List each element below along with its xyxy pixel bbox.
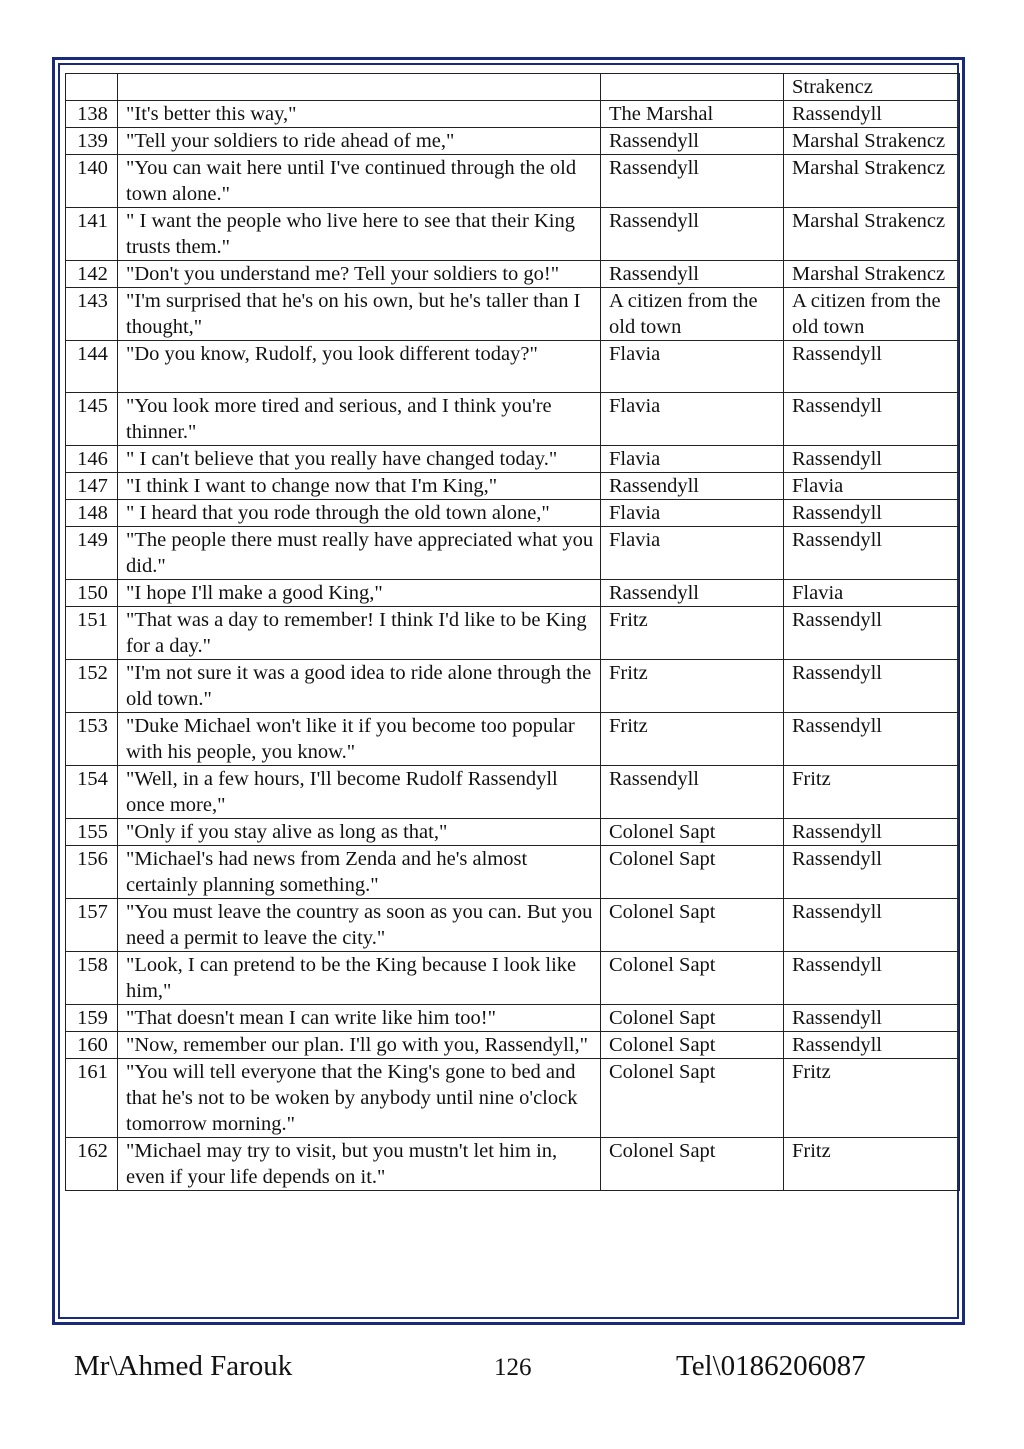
speaker-cell: Fritz xyxy=(601,713,784,766)
listener-cell: Fritz xyxy=(784,1059,960,1138)
speaker-cell: Colonel Sapt xyxy=(601,1005,784,1032)
page-number: 126 xyxy=(494,1354,532,1381)
table-row xyxy=(66,527,960,580)
line-number: 154 xyxy=(66,766,118,819)
line-number: 152 xyxy=(66,660,118,713)
speaker-cell: Colonel Sapt xyxy=(601,846,784,899)
table-row xyxy=(66,580,960,607)
quote-text: "That doesn't mean I can write like him too!" xyxy=(118,1005,601,1032)
speaker-cell: Colonel Sapt xyxy=(601,1059,784,1138)
speaker-cell: Flavia xyxy=(601,500,784,527)
footer-author: Mr\Ahmed Farouk xyxy=(74,1350,293,1382)
table-row xyxy=(66,473,960,500)
footer-phone: Tel\0186206087 xyxy=(676,1350,866,1382)
line-number xyxy=(66,74,118,101)
table-row xyxy=(66,261,960,288)
listener-cell: Flavia xyxy=(784,473,960,500)
listener-cell: Rassendyll xyxy=(784,341,960,393)
quote-text: "The people there must really have appreciated what you did." xyxy=(118,527,601,580)
line-number: 138 xyxy=(66,101,118,128)
line-number: 157 xyxy=(66,899,118,952)
listener-cell: Fritz xyxy=(784,1138,960,1191)
quote-text: "That was a day to remember! I think I'd like to be King for a day." xyxy=(118,607,601,660)
table-row xyxy=(66,1005,960,1032)
listener-cell: Rassendyll xyxy=(784,393,960,446)
table-row xyxy=(66,660,960,713)
quote-text: "You look more tired and serious, and I think you're thinner." xyxy=(118,393,601,446)
quote-text: "Do you know, Rudolf, you look different today?" xyxy=(118,341,601,393)
speaker-cell: Fritz xyxy=(601,607,784,660)
line-number: 140 xyxy=(66,155,118,208)
speaker-cell: Rassendyll xyxy=(601,155,784,208)
line-number: 144 xyxy=(66,341,118,393)
listener-cell: Marshal Strakencz xyxy=(784,128,960,155)
line-number: 155 xyxy=(66,819,118,846)
line-number: 139 xyxy=(66,128,118,155)
line-number: 162 xyxy=(66,1138,118,1191)
listener-cell: Marshal Strakencz xyxy=(784,261,960,288)
listener-cell: Fritz xyxy=(784,766,960,819)
line-number: 160 xyxy=(66,1032,118,1059)
listener-cell: Marshal Strakencz xyxy=(784,208,960,261)
table-row xyxy=(66,74,960,101)
speaker-cell: Rassendyll xyxy=(601,473,784,500)
quote-text: " I can't believe that you really have changed today." xyxy=(118,446,601,473)
quote-text xyxy=(118,74,601,101)
speaker-cell xyxy=(601,74,784,101)
quotes-table xyxy=(65,73,960,1191)
table-row xyxy=(66,155,960,208)
line-number: 161 xyxy=(66,1059,118,1138)
quote-text: "I think I want to change now that I'm King," xyxy=(118,473,601,500)
line-number: 159 xyxy=(66,1005,118,1032)
listener-cell: Rassendyll xyxy=(784,713,960,766)
line-number: 158 xyxy=(66,952,118,1005)
table-row xyxy=(66,899,960,952)
speaker-cell: Flavia xyxy=(601,341,784,393)
quote-text: "Duke Michael won't like it if you become too popular with his people, you know." xyxy=(118,713,601,766)
listener-cell: Flavia xyxy=(784,580,960,607)
speaker-cell: Fritz xyxy=(601,660,784,713)
table-row xyxy=(66,446,960,473)
line-number: 141 xyxy=(66,208,118,261)
line-number: 153 xyxy=(66,713,118,766)
listener-cell: Rassendyll xyxy=(784,500,960,527)
table-row xyxy=(66,208,960,261)
quote-text: "Don't you understand me? Tell your soldiers to go!" xyxy=(118,261,601,288)
line-number: 145 xyxy=(66,393,118,446)
quote-text: "Only if you stay alive as long as that," xyxy=(118,819,601,846)
listener-cell: Rassendyll xyxy=(784,446,960,473)
line-number: 148 xyxy=(66,500,118,527)
quote-text: "I hope I'll make a good King," xyxy=(118,580,601,607)
table-row xyxy=(66,1032,960,1059)
speaker-cell: Rassendyll xyxy=(601,261,784,288)
speaker-cell: Rassendyll xyxy=(601,580,784,607)
table-row xyxy=(66,500,960,527)
speaker-cell: The Marshal xyxy=(601,101,784,128)
listener-cell: Rassendyll xyxy=(784,660,960,713)
speaker-cell: Colonel Sapt xyxy=(601,952,784,1005)
table-row xyxy=(66,1138,960,1191)
table-row xyxy=(66,341,960,393)
speaker-cell: Flavia xyxy=(601,446,784,473)
quotes-table-body xyxy=(66,74,960,1191)
listener-cell: Marshal Strakencz xyxy=(784,155,960,208)
listener-cell: Rassendyll xyxy=(784,846,960,899)
table-row xyxy=(66,819,960,846)
speaker-cell: Colonel Sapt xyxy=(601,1032,784,1059)
line-number: 156 xyxy=(66,846,118,899)
speaker-cell: Rassendyll xyxy=(601,766,784,819)
listener-cell: Strakencz xyxy=(784,74,960,101)
line-number: 151 xyxy=(66,607,118,660)
speaker-cell: Flavia xyxy=(601,527,784,580)
speaker-cell: Rassendyll xyxy=(601,208,784,261)
listener-cell: Rassendyll xyxy=(784,101,960,128)
table-row xyxy=(66,713,960,766)
speaker-cell: A citizen from the old town xyxy=(601,288,784,341)
quote-text: "Now, remember our plan. I'll go with you, Rassendyll," xyxy=(118,1032,601,1059)
line-number: 146 xyxy=(66,446,118,473)
quote-text: "I'm surprised that he's on his own, but he's taller than I thought," xyxy=(118,288,601,341)
quote-text: "I'm not sure it was a good idea to ride alone through the old town." xyxy=(118,660,601,713)
quote-text: "Michael may try to visit, but you mustn't let him in, even if your life depends on it." xyxy=(118,1138,601,1191)
speaker-cell: Colonel Sapt xyxy=(601,1138,784,1191)
listener-cell: Rassendyll xyxy=(784,1005,960,1032)
table-row xyxy=(66,393,960,446)
table-row xyxy=(66,952,960,1005)
speaker-cell: Colonel Sapt xyxy=(601,819,784,846)
quote-text: "You will tell everyone that the King's gone to bed and that he's not to be woken by anybody until nine o'clock tomorrow morning." xyxy=(118,1059,601,1138)
table-row xyxy=(66,101,960,128)
line-number: 149 xyxy=(66,527,118,580)
quote-text: "Well, in a few hours, I'll become Rudolf Rassendyll once more," xyxy=(118,766,601,819)
line-number: 143 xyxy=(66,288,118,341)
listener-cell: Rassendyll xyxy=(784,899,960,952)
listener-cell: Rassendyll xyxy=(784,952,960,1005)
table-row xyxy=(66,607,960,660)
speaker-cell: Rassendyll xyxy=(601,128,784,155)
line-number: 147 xyxy=(66,473,118,500)
quote-text: " I heard that you rode through the old town alone," xyxy=(118,500,601,527)
line-number: 150 xyxy=(66,580,118,607)
speaker-cell: Flavia xyxy=(601,393,784,446)
listener-cell: A citizen from the old town xyxy=(784,288,960,341)
quote-text: "Michael's had news from Zenda and he's almost certainly planning something." xyxy=(118,846,601,899)
table-row xyxy=(66,128,960,155)
line-number: 142 xyxy=(66,261,118,288)
quote-text: " I want the people who live here to see that their King trusts them." xyxy=(118,208,601,261)
listener-cell: Rassendyll xyxy=(784,1032,960,1059)
listener-cell: Rassendyll xyxy=(784,819,960,846)
table-row xyxy=(66,846,960,899)
table-row xyxy=(66,766,960,819)
quote-text: "Look, I can pretend to be the King because I look like him," xyxy=(118,952,601,1005)
quote-text: "Tell your soldiers to ride ahead of me," xyxy=(118,128,601,155)
quote-text: "It's better this way," xyxy=(118,101,601,128)
quote-text: "You can wait here until I've continued through the old town alone." xyxy=(118,155,601,208)
table-row xyxy=(66,288,960,341)
quote-text: "You must leave the country as soon as you can. But you need a permit to leave the city." xyxy=(118,899,601,952)
listener-cell: Rassendyll xyxy=(784,527,960,580)
table-row xyxy=(66,1059,960,1138)
speaker-cell: Colonel Sapt xyxy=(601,899,784,952)
listener-cell: Rassendyll xyxy=(784,607,960,660)
